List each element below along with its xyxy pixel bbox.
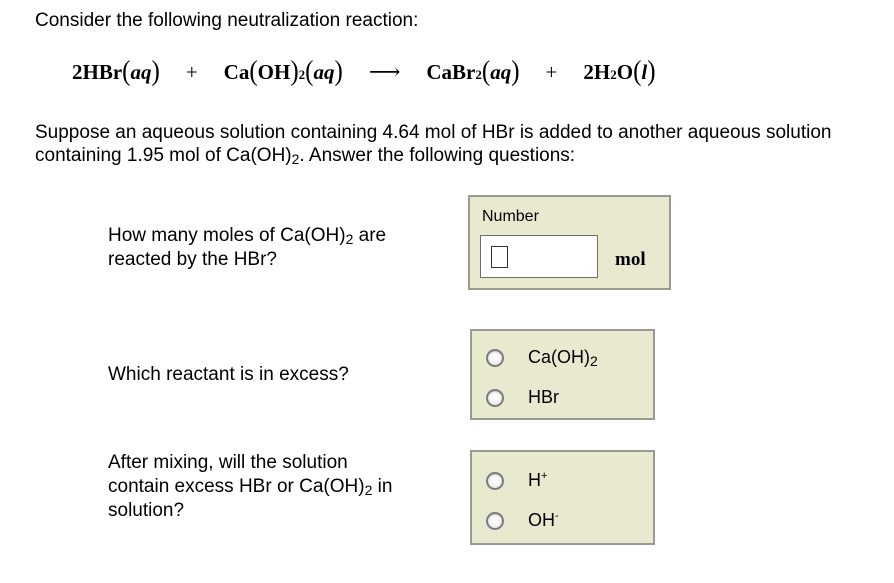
reaction-arrow: ⟶	[368, 59, 401, 84]
plus-sign: +	[545, 60, 558, 84]
number-input[interactable]	[480, 235, 598, 278]
text-cursor-box	[491, 246, 508, 268]
number-label: Number	[482, 208, 539, 225]
product-water: 2H 2 O ( l )	[583, 55, 656, 87]
question-excess-reactant: Which reactant is in excess?	[108, 364, 349, 385]
chemical-equation	[72, 55, 656, 87]
question-moles-reacted: How many moles of $Ca(OH)_2$ are reacted by the HBr?	[108, 225, 387, 270]
unit-label: mol	[615, 249, 646, 270]
option-h-plus[interactable]: H+	[486, 470, 547, 491]
radio-button[interactable]	[486, 512, 504, 530]
option-caoh2[interactable]: $Ca(OH)_2$	[486, 347, 598, 368]
radio-button[interactable]	[486, 472, 504, 490]
option-hbr[interactable]: HBr	[486, 387, 559, 408]
excess-reactant-choices	[470, 329, 655, 420]
plus-sign: +	[185, 60, 198, 84]
reactant-caoh2: Ca ( OH ) 2 ( aq )	[223, 55, 343, 87]
question-excess-ion: After mixing, will the solution contain excess HBr or $Ca(OH)_2$ in solution?	[108, 452, 393, 521]
product-cabr2: CaBr 2 ( aq )	[426, 55, 520, 87]
intro-text: Consider the following neutralization reaction:	[35, 10, 419, 31]
radio-button[interactable]	[486, 389, 504, 407]
excess-ion-choices	[470, 450, 655, 545]
number-answer-panel	[468, 195, 671, 290]
problem-statement: Suppose an aqueous solution containing 4.64 mol of HBr is added to another aqueous solution containing 1.95 mol of $Ca(OH)_2$. Answer the following questions:	[35, 122, 832, 167]
option-oh-minus[interactable]: OH-	[486, 510, 559, 531]
reactant-hbr: 2 HBr ( aq )	[72, 55, 160, 87]
radio-button[interactable]	[486, 349, 504, 367]
